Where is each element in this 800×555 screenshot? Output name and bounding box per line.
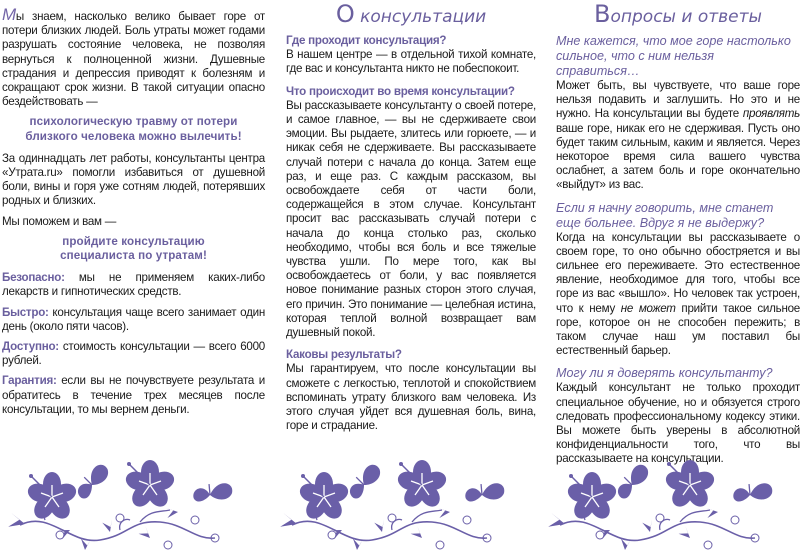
question-heading: Каковы результаты? (286, 348, 402, 362)
feature-safe (2, 271, 265, 299)
question-heading: Где проходит консультация? (286, 34, 447, 47)
title-cap: О (335, 0, 355, 28)
history-paragraph: За одиннадцать лет работы, консультанты центра «Утрата.ru» помогли избавиться от душевной боли, вины и горя уже сотням людей, потерявших родных и близких. (2, 151, 265, 208)
drop-cap: М (2, 5, 16, 24)
feature-text: консультация чаще всего занимает один день (около пяти часов). (2, 305, 265, 333)
feature-affordable (2, 340, 265, 368)
title-rest: консультации (354, 7, 487, 27)
left-column (2, 5, 265, 423)
question-heading: Что происходит во время консультации? (286, 84, 515, 98)
accent-heading-1: психологическую травму от потери близкого человека можно вылечить! (25, 115, 242, 143)
faq-question: Мне кажется, что мое горе настолько сильное, что с ним нельзя справиться… (556, 34, 791, 78)
middle-column (286, 0, 536, 439)
faq-answer: Может быть, вы чувствуете, что ваше горе нельзя подавить и заглушить. Но это и не нужно. На консультации вы будете проявлять ваше горе, никак его не сдерживая. Пусть оно будет таким сильным, каким и является. Через некоторое время сила вашего чувства ослабнет, а затем боль и горе окончательно «выйдут» из вас. (556, 79, 800, 192)
faq-answer: Когда на консультации вы рассказываете о своем горе, то оно обычно обостряется и вы сильнее его переживаете. Это естественное явление, необходимое для того, чтобы все горе из вас «вышло». Но человек так устроен, что к нему не может прийти такое сильное горе, которое он не способен пережить; в таком случае наш ум поставил бы естественный барьер. (556, 230, 800, 358)
feature-guarantee (2, 374, 265, 417)
feature-text: мы не применяем каких-либо лекарств и гипнотических средств. (2, 271, 265, 299)
feature-label: Безопасно: (2, 271, 65, 285)
title-rest: опросы и ответы (610, 7, 762, 27)
feature-label: Доступно: (2, 340, 59, 354)
intro-text: ы знаем, насколько велико бывает горе от потери близких людей. Боль утраты может годами разрушать состояние человека, не позволяя вернуться к полноценной жизни. Душевные страдания и депрессия приводят к болезням и сокращают срок жизни. В такой ситуации опасно бездействовать — (2, 10, 265, 109)
feature-text: если вы не почувствуете результата и обратитесь в течение трех месяцев после консультации, то мы вернем деньги. (2, 374, 265, 416)
section-title-consultation (286, 2, 536, 26)
faq-question: Могу ли я доверять консультанту? (556, 366, 773, 381)
section-title-faq (556, 2, 800, 26)
feature-label: Быстро: (2, 305, 49, 319)
answer-text: В нашем центре — в отдельной тихой комнате, где вас и консультанта никто не побеспокоит. (286, 48, 536, 76)
floral-ornament-left (0, 450, 270, 555)
intro-paragraph (2, 5, 265, 109)
title-cap: В (594, 0, 611, 28)
faq-answer: Каждый консультант не только проходит специальное обучение, но и обязуется строго следовать профессиональному кодексу этики. Вы можете быть уверены в абсолютной конфиденциальности того, что вы рассказываете на консультации. (556, 381, 800, 466)
help-paragraph: Мы поможем и вам — (2, 214, 117, 228)
answer-text: Мы гарантируем, что после консультации вы сможете с легкостью, теплотой и спокойствием вспоминать утрату близкого вам человека. Из этого случая уйдет вся душевная боль, вина, горе и страдание. (286, 362, 536, 433)
feature-text: стоимость консультации — всего 6000 рублей. (2, 340, 265, 368)
right-column (556, 0, 800, 473)
feature-label: Гарантия: (2, 374, 57, 388)
accent-heading-2: пройдите консультацию специалиста по утратам! (60, 234, 207, 263)
answer-text: Вы рассказываете консультанту о своей потере, и самое главное, — вы не сдерживаете свои эмоции. Вы рыдаете, злитесь или горюете, — и никак себя не сдерживаете. Вы рассказываете случай потери с начала до конца. Затем еще раз, и еще раз. С каждым рассказом, вы освобождаете себя от части боли, содержащейся в этом случае. Консультант просит вас рассказывать случай потери с начала до конца столько раз, сколько необходимо, чтобы вся боль и все тяжелые чувства ушли. По мере того, как вы освобождаетесь от боли, у вас появляется новое понимание разных сторон этого случая, его причин. Это понимание — целебная истина, которая теплой волной возвращает вам душевный покой. (286, 98, 536, 340)
floral-ornament-middle (272, 450, 542, 555)
floral-ornament-right (540, 450, 800, 555)
feature-fast (2, 306, 265, 334)
faq-question: Если я начну говорить, мне станет еще больнее. Вдруг я не выдержу? (556, 200, 774, 230)
